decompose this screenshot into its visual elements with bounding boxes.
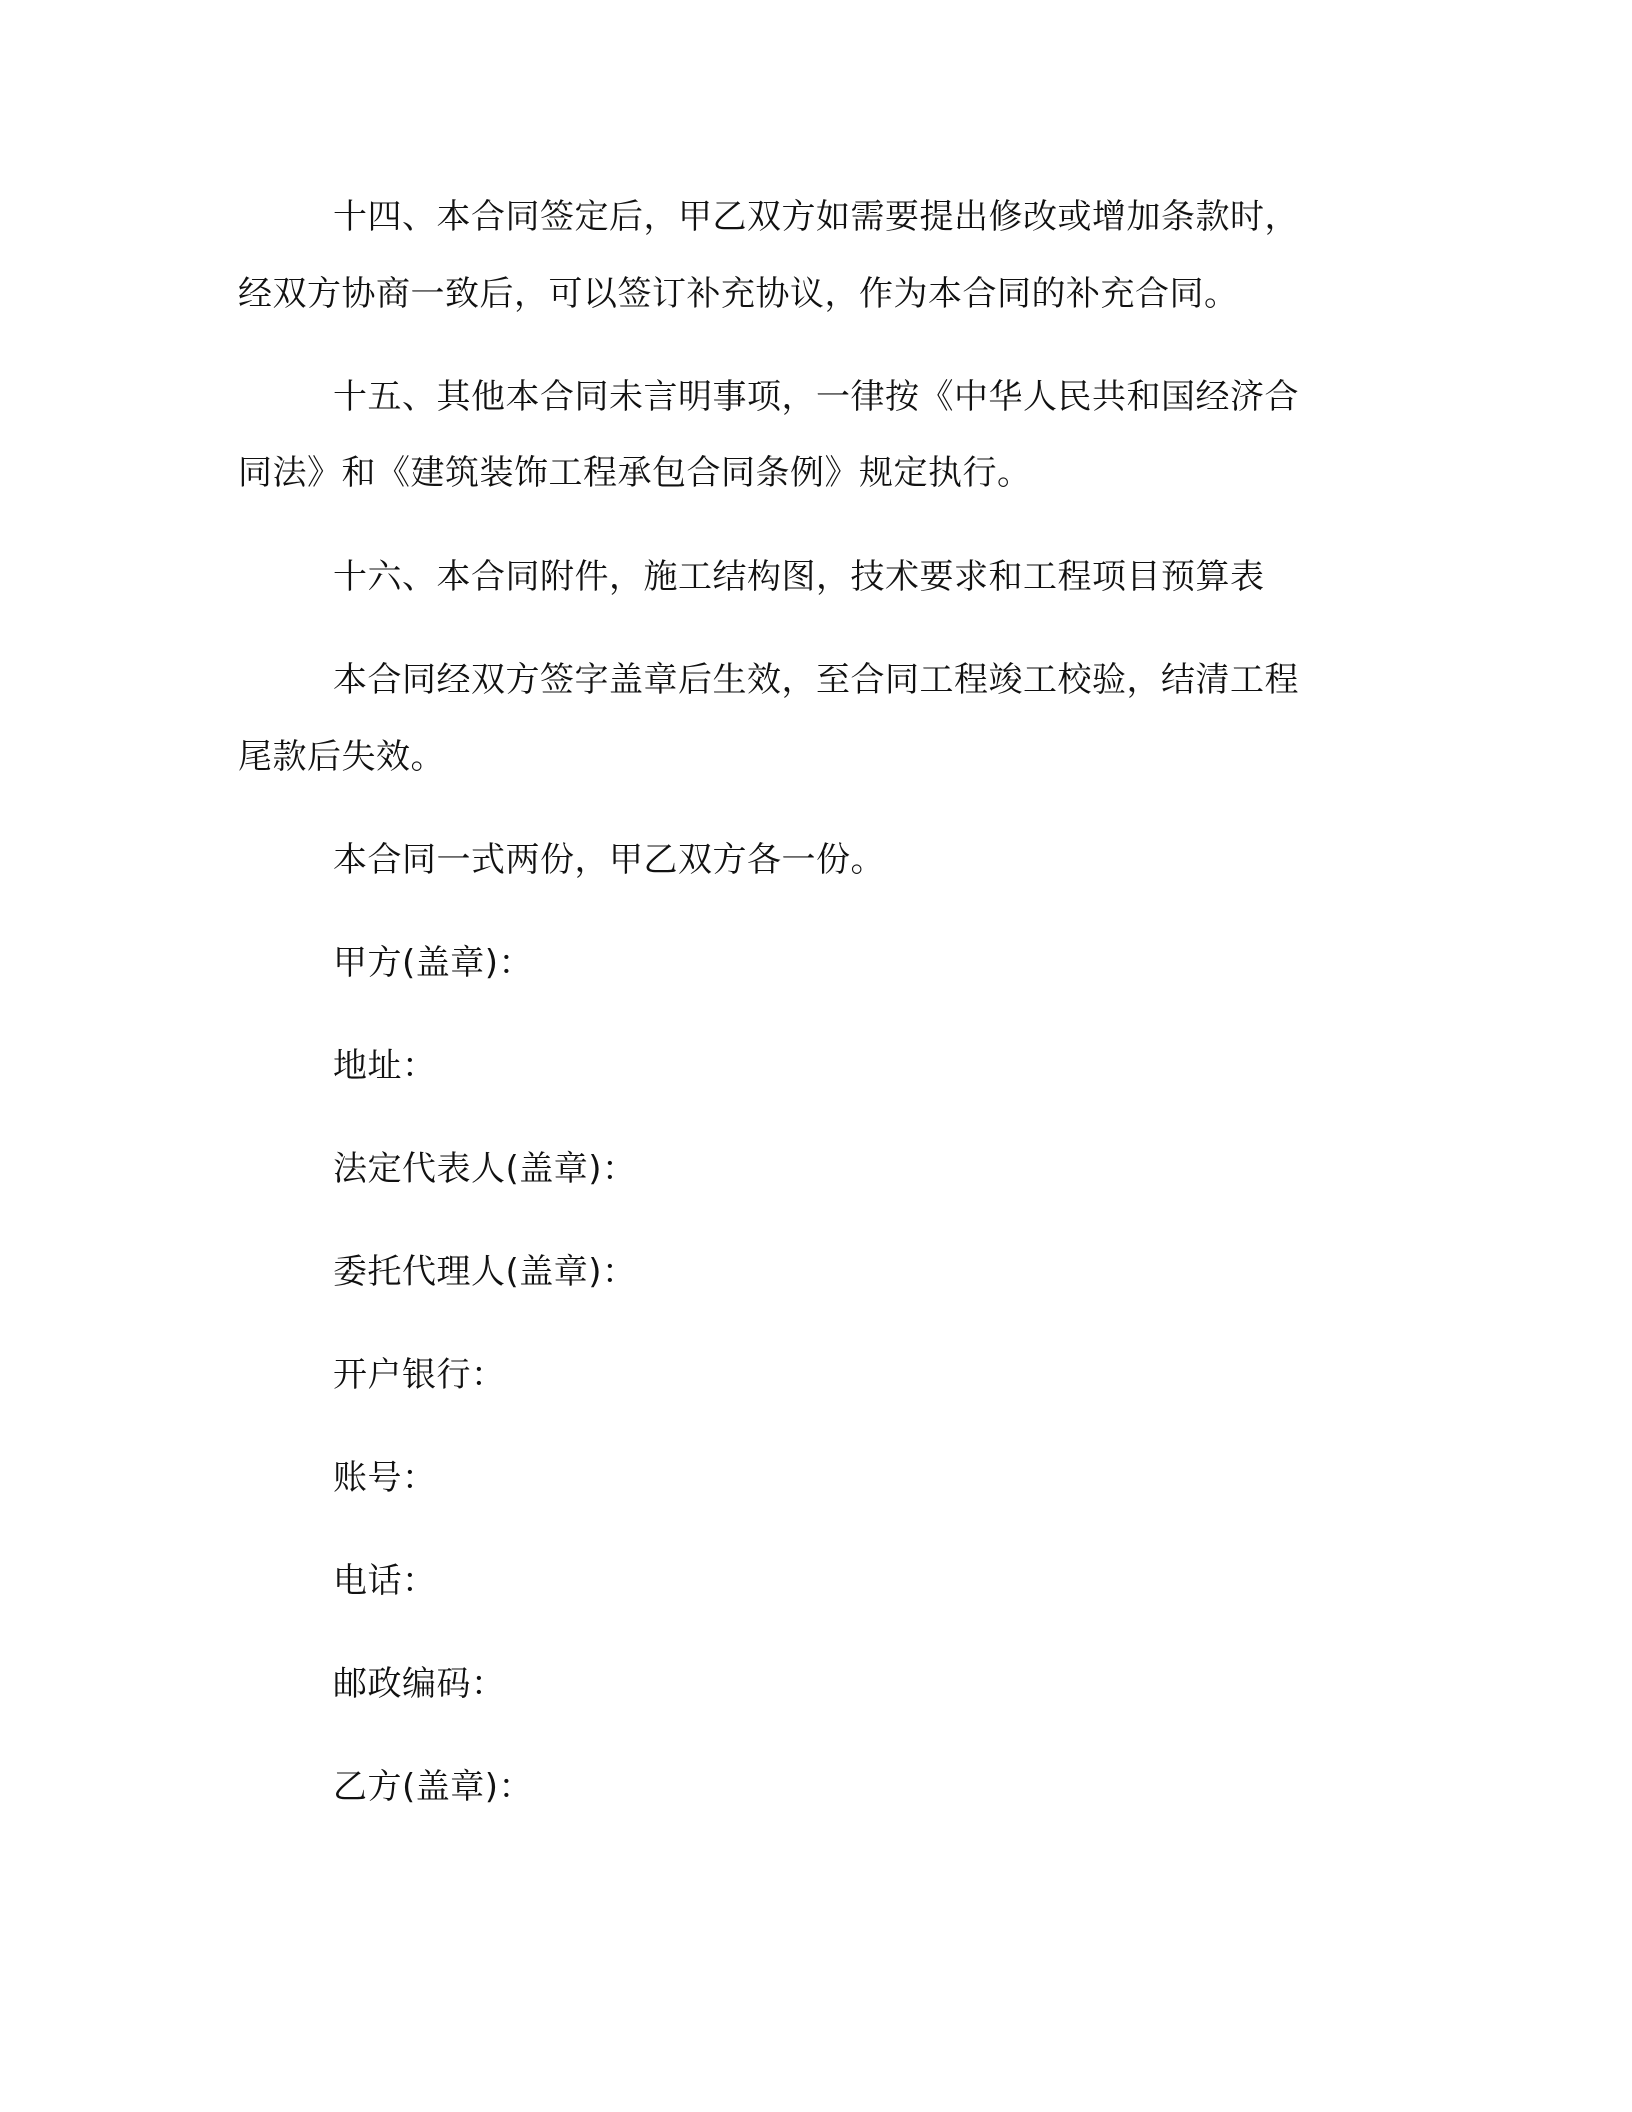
clause-15-line-1: 十五、其他本合同未言明事项，一律按《中华人民共和国经济合 xyxy=(333,377,1299,417)
clause-14-line-2: 经双方协商一致后，可以签订补充协议，作为本合同的补充合同。 xyxy=(238,274,1239,314)
party-a-title: 甲方(盖章)： xyxy=(333,943,534,983)
party-a-legal-rep: 法定代表人(盖章)： xyxy=(333,1149,637,1189)
clause-16-line-1: 十六、本合同附件，施工结构图，技术要求和工程项目预算表 xyxy=(333,557,1265,597)
party-a-account: 账号： xyxy=(333,1458,437,1498)
party-a-bank: 开户银行： xyxy=(333,1355,506,1395)
party-a-agent: 委托代理人(盖章)： xyxy=(333,1252,637,1292)
party-b-title: 乙方(盖章)： xyxy=(333,1767,534,1807)
effective-line-1: 本合同经双方签字盖章后生效，至合同工程竣工校验，结清工程 xyxy=(333,660,1299,700)
party-a-address: 地址： xyxy=(333,1046,437,1086)
party-a-postcode: 邮政编码： xyxy=(333,1664,506,1704)
clause-14-line-1: 十四、本合同签定后，甲乙双方如需要提出修改或增加条款时， xyxy=(333,197,1299,237)
party-a-phone: 电话： xyxy=(333,1561,437,1601)
effective-line-2: 尾款后失效。 xyxy=(238,737,445,777)
copies-line: 本合同一式两份，甲乙双方各一份。 xyxy=(333,840,885,880)
clause-15-line-2: 同法》和《建筑装饰工程承包合同条例》规定执行。 xyxy=(238,453,1032,493)
